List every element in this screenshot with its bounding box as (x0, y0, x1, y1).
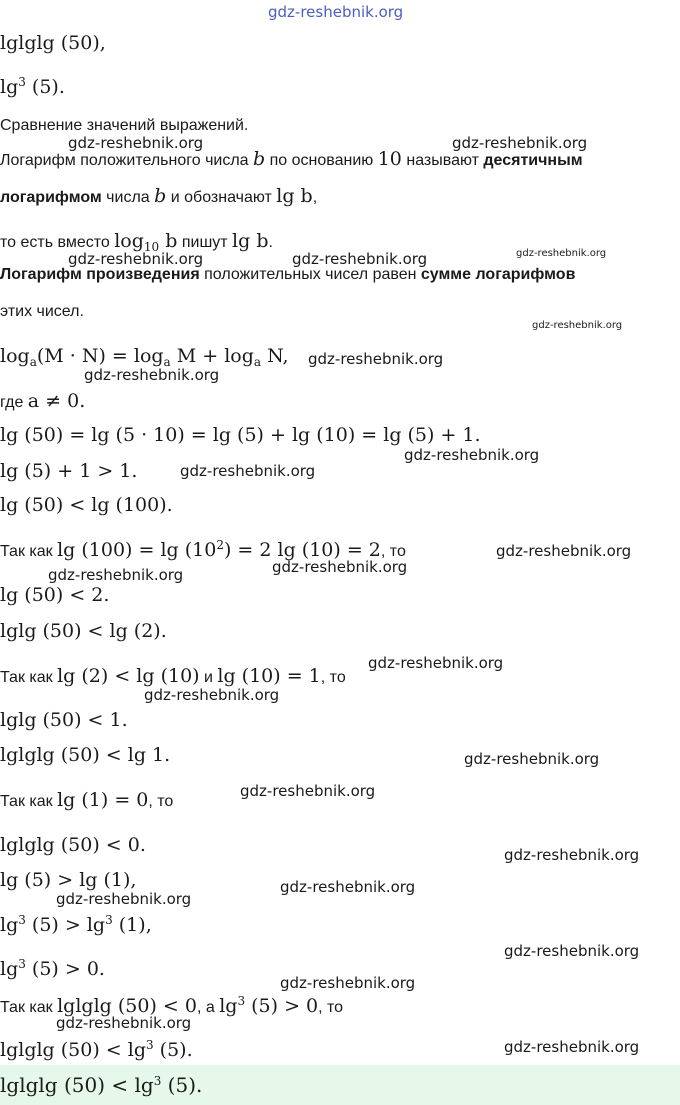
math-part: lg (0, 958, 19, 980)
text-span: и (199, 669, 218, 686)
text-span: пишут (177, 234, 233, 251)
text-span: где (0, 394, 28, 411)
text-span: и обозначают (166, 189, 277, 206)
watermark: gdz-reshebnik.org (180, 462, 316, 480)
watermark: gdz-reshebnik.org (48, 566, 184, 584)
math-exponent: 3 (105, 913, 113, 927)
equation-1: lg (50) = lg (5 · 10) = lg (5) + lg (10) = lg (5) + 1. (0, 424, 481, 446)
watermark: gdz-reshebnik.org (292, 250, 428, 268)
math-span: b (154, 185, 167, 207)
watermark: gdz-reshebnik.org (504, 846, 640, 864)
equation-10 (0, 914, 152, 936)
text-span: . (268, 234, 273, 251)
watermark: gdz-reshebnik.org (280, 878, 416, 896)
equation-12 (0, 1039, 193, 1061)
watermark: gdz-reshebnik.org (452, 134, 588, 152)
watermark: gdz-reshebnik.org (144, 686, 280, 704)
watermark: gdz-reshebnik.org (68, 250, 204, 268)
math-exponent: 3 (18, 957, 26, 971)
math-subscript: a (29, 355, 37, 369)
product-formula (0, 345, 289, 367)
equation-7: lglglg (50) < lg 1. (0, 744, 171, 766)
math-subscript: a (253, 355, 262, 369)
math-exponent: 3 (18, 913, 26, 927)
product-rule-line-2: этих чисел. (0, 303, 84, 320)
math-part: (5) > 0. (25, 958, 105, 980)
math-part: lg (0, 914, 19, 936)
text-span: Так как (0, 793, 58, 810)
watermark: gdz-reshebnik.org (504, 942, 640, 960)
math-exponent: 3 (18, 75, 26, 89)
math-exponent: 2 (216, 538, 224, 552)
math-subscript: 10 (143, 240, 160, 254)
condition-line (0, 390, 85, 412)
math-span (219, 995, 318, 1017)
text-span: , то (148, 793, 174, 810)
math-span: lg (2) < lg (10) (57, 665, 200, 687)
watermark: gdz-reshebnik.org (464, 750, 600, 768)
math-span (114, 230, 177, 252)
math-log: log (0, 345, 30, 367)
math-span: lg (1) = 0 (57, 789, 149, 811)
math-part: lg (100) = lg (10 (57, 539, 217, 561)
product-rule-line-1 (0, 266, 575, 284)
text-span: числа (101, 189, 155, 206)
text-span: то есть вместо (0, 234, 115, 251)
text-span: , (312, 189, 318, 206)
text-span: по основанию (265, 152, 378, 169)
watermark: gdz-reshebnik.org (84, 366, 220, 384)
text-span: , то (318, 999, 344, 1016)
math-span: b (253, 148, 266, 170)
equation-11 (0, 958, 105, 980)
equation-5: lglg (50) < lg (2). (0, 620, 167, 642)
text-span: Так как (0, 669, 58, 686)
definition-line-2 (0, 185, 317, 207)
math-exponent: 3 (237, 994, 246, 1008)
math-exponent: 3 (153, 1074, 162, 1088)
math-b: b (159, 230, 178, 252)
math-part: N, (261, 345, 289, 367)
watermark: gdz-reshebnik.org (56, 890, 192, 908)
answer (0, 1073, 202, 1097)
math-log: log (114, 230, 144, 252)
math-part: (M · N) = log (36, 345, 164, 367)
math-part: (5). (161, 1073, 203, 1097)
math-span: lg b (276, 185, 313, 207)
definition-line-3 (0, 230, 273, 252)
text-span: Так как (0, 543, 58, 560)
watermark: gdz-reshebnik.org (516, 248, 607, 259)
math-span: 10 (377, 148, 402, 170)
watermark: gdz-reshebnik.org (532, 320, 623, 331)
text-span: положительных чисел равен (199, 266, 421, 283)
math-part: (1), (112, 914, 152, 936)
text-span: , то (320, 669, 346, 686)
math-part: (5). (153, 1039, 193, 1061)
watermark: gdz-reshebnik.org (268, 3, 404, 21)
reasoning-line-3 (0, 789, 173, 811)
bold-term: десятичным (483, 152, 583, 169)
watermark: gdz-reshebnik.org (272, 558, 408, 576)
watermark: gdz-reshebnik.org (504, 1038, 640, 1056)
watermark: gdz-reshebnik.org (308, 350, 444, 368)
equation-2: lg (5) + 1 > 1. (0, 460, 138, 482)
math-part: lglglg (50) < lg (0, 1073, 154, 1097)
bold-term: Логарифм произведения (0, 266, 200, 283)
watermark: gdz-reshebnik.org (56, 1014, 192, 1032)
reasoning-line-2 (0, 665, 346, 687)
watermark: gdz-reshebnik.org (496, 542, 632, 560)
text-span: , а (196, 999, 220, 1016)
math-arg: (5). (25, 76, 65, 98)
math-part: (5) > 0 (245, 995, 319, 1017)
bold-term: логарифмом (0, 189, 102, 206)
text-span: Так как (0, 999, 58, 1016)
math-exponent: 3 (146, 1038, 154, 1052)
text-span: , то (380, 543, 406, 560)
section-heading: Сравнение значений выражений. (0, 117, 249, 134)
watermark: gdz-reshebnik.org (240, 782, 376, 800)
watermark: gdz-reshebnik.org (404, 446, 540, 464)
math-line-lg3-5 (0, 76, 65, 98)
text-span: Логарифм положительного числа (0, 152, 254, 169)
equation-4: lg (50) < 2. (0, 584, 110, 606)
equation-9: lg (5) > lg (1), (0, 869, 137, 891)
math-part: lglglg (50) < lg (0, 1039, 146, 1061)
watermark: gdz-reshebnik.org (68, 134, 204, 152)
equation-3: lg (50) < lg (100). (0, 494, 173, 516)
math-line-lglglg50: lglglg (50), (0, 32, 106, 54)
math-lg: lg (0, 76, 19, 98)
math-span: lglglg (50) < 0 (57, 995, 197, 1017)
watermark: gdz-reshebnik.org (280, 974, 416, 992)
watermark: gdz-reshebnik.org (368, 654, 504, 672)
math-span: a ≠ 0. (27, 390, 86, 412)
math-span: lg b (232, 230, 269, 252)
equation-6: lglg (50) < 1. (0, 709, 128, 731)
bold-term: сумме логарифмов (420, 266, 576, 283)
math-part: M + log (170, 345, 254, 367)
equation-8: lglglg (50) < 0. (0, 834, 146, 856)
math-part: (5) > lg (25, 914, 106, 936)
math-subscript: a (163, 355, 171, 369)
math-part: ) = 2 lg (10) = 2 (223, 539, 381, 561)
math-span: lg (10) = 1 (217, 665, 321, 687)
math-part: lg (219, 995, 238, 1017)
text-span: называют (401, 152, 484, 169)
